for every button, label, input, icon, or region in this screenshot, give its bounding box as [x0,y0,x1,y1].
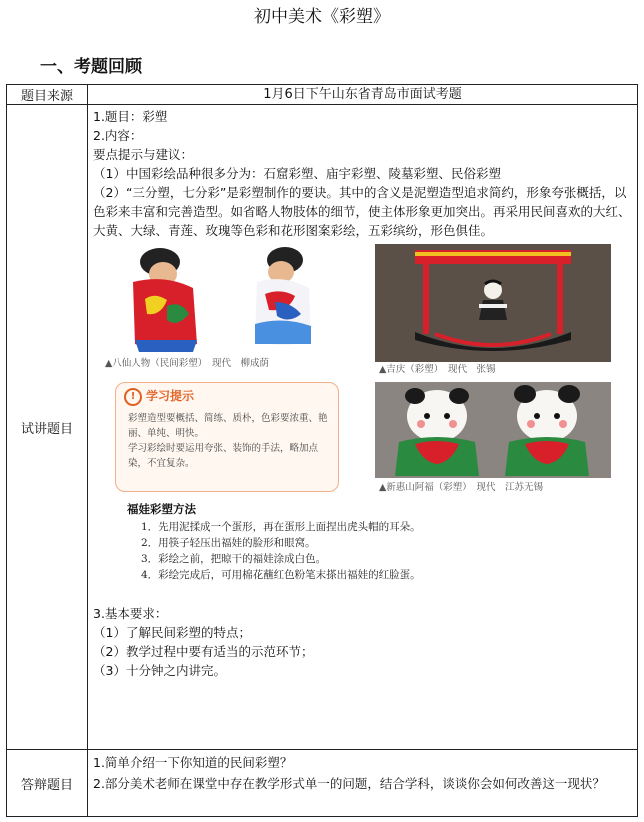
lecture-label: 试讲题目 [7,105,88,750]
method-step: 4．彩绘完成后，可用棉花蘸红色粉笔末搽出福娃的红脸蛋。 [141,569,421,581]
defense-label: 答辩题目 [7,750,88,817]
requirement-3: （3）十分钟之内讲完。 [93,663,226,678]
caption-eight-immortals: ▲八仙人物（民间彩塑） 现代 柳成荫 [105,358,270,369]
content-line: 2.内容： [93,128,143,143]
lecture-content [88,105,638,750]
requirement-2: （2）教学过程中要有适当的示范环节； [93,644,314,659]
section-heading: 一、考题回顾 [40,57,142,77]
learning-tip-box [115,382,339,492]
source-value: 1月6日下午山东省青岛市面试考题 [88,85,638,105]
source-label: 题目来源 [7,85,88,105]
document-title: 初中美术《彩塑》 [254,7,390,27]
method-step: 2．用筷子轻压出福娃的脸形和眼窝。 [141,537,316,549]
tip-paragraph-1: 彩塑造型要概括、简练、质朴，色彩要浓重、艳丽、单纯、明快。 [128,413,328,439]
source-row [7,85,638,105]
jiqing-image [375,244,611,362]
tip-paragraph-2: 学习彩绘时要运用夸张、装饰的手法，略加点染，不宜复杂。 [128,443,319,469]
eight-immortals-image [105,244,341,356]
method-step: 1．先用泥揉成一个蛋形，再在蛋形上面捏出虎头帽的耳朵。 [141,521,421,533]
textbook-figures [93,244,632,604]
method-step: 3．彩绘之前，把晾干的福娃涂成白色。 [141,553,327,565]
defense-content [88,750,638,817]
defense-row [7,750,638,817]
tip-title: 学习提示 [146,389,195,403]
point-two: （2）“三分塑，七分彩”是彩塑制作的要诀。其中的含义是泥塑造型追求简约，形象夸张概括，以色彩来丰富和完善造型。如省略人物肢体的细节，使主体形象更加突出。再采用民间喜欢的大红、大黄、大绿、青莲、玫瑰等色彩和花形图案彩绘，五彩缤纷，形色俱佳。 [93,185,631,238]
point-one: （1）中国彩绘品种很多分为：石窟彩塑、庙宇彩塑、陵墓彩塑、民俗彩塑 [93,166,501,181]
exclamation-icon: ! [124,388,142,406]
requirements-title: 3.基本要求： [93,606,168,621]
caption-jiqing: ▲吉庆（彩塑） 现代 张锡 [379,364,496,375]
defense-question-2: 2.部分美术老师在课堂中存在教学形式单一的问题，结合学科，谈谈你会如何改善这一现状？ [93,776,605,791]
topic-line: 1.题目：彩塑 [93,109,168,124]
method-title: 福娃彩塑方法 [127,502,196,516]
tip-text [128,411,328,471]
afu-image [375,382,611,478]
method-steps [141,519,421,583]
caption-afu: ▲新惠山阿福（彩塑） 现代 江苏无锡 [379,482,544,493]
tips-heading: 要点提示与建议： [93,147,194,162]
defense-question-1: 1.简单介绍一下你知道的民间彩塑？ [93,755,293,770]
lecture-row [7,105,638,750]
exam-table [6,84,638,817]
tip-title-row [124,387,194,406]
requirement-1: （1）了解民间彩塑的特点； [93,625,251,640]
